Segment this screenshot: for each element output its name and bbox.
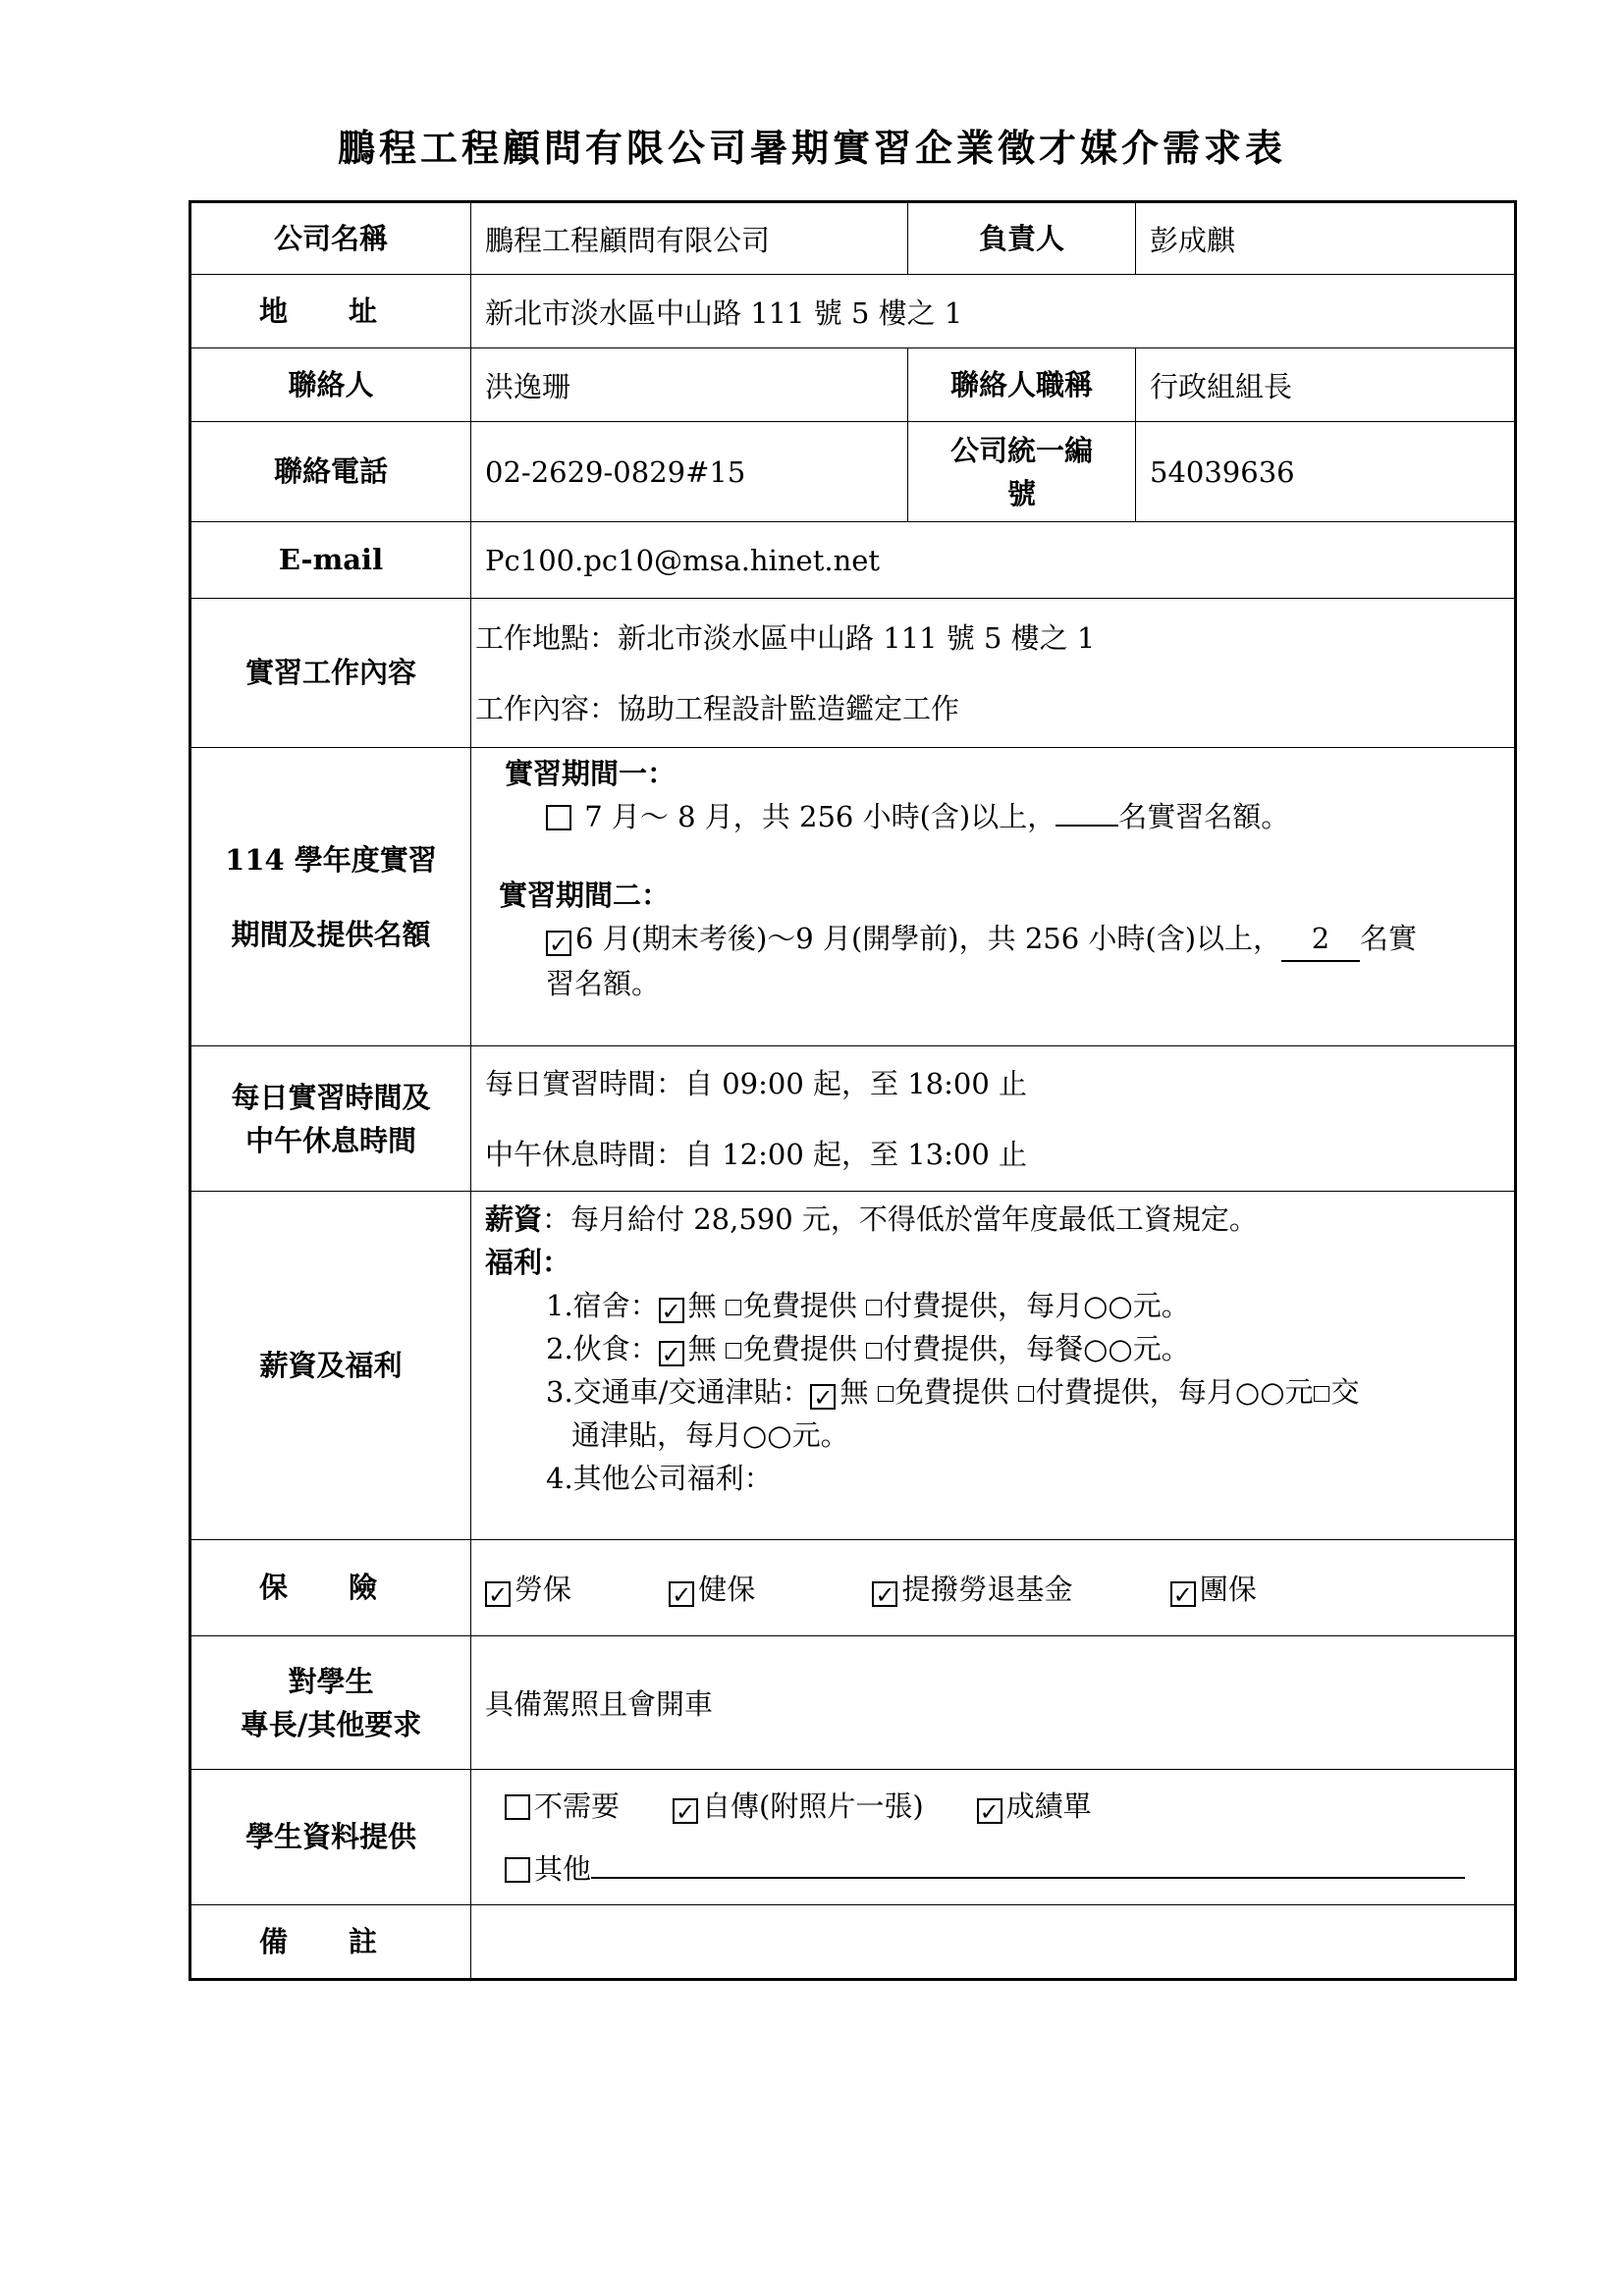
value-remarks[interactable]	[471, 1905, 1516, 1980]
row-requirements	[190, 1636, 1516, 1770]
meal-label: 2.伙食：	[546, 1332, 659, 1365]
row-phone	[190, 422, 1516, 522]
period2-suffix: 名實	[1360, 922, 1418, 955]
row-hours	[190, 1046, 1516, 1192]
benefit-transport	[485, 1370, 1500, 1414]
value-owner: 彭成麒	[1136, 202, 1516, 275]
insurance-labor-checkbox[interactable]: ✓	[485, 1581, 511, 1607]
label-requirements-line1: 對學生	[288, 1664, 374, 1698]
transport-allowance-checkbox[interactable]	[1314, 1386, 1329, 1402]
row-insurance	[190, 1540, 1516, 1636]
label-tax-id	[908, 422, 1136, 522]
row-address	[190, 275, 1516, 348]
row-work-content	[190, 599, 1516, 748]
value-contact-title: 行政組組長	[1136, 348, 1516, 422]
label-work-content: 實習工作內容	[190, 599, 471, 748]
work-hours: 每日實習時間：自 09:00 起，至 18:00 止	[485, 1066, 1028, 1100]
label-remarks: 備 註	[190, 1905, 471, 1980]
work-description: 工作內容：協助工程設計監造鑑定工作	[475, 691, 960, 725]
insurance-group	[1170, 1573, 1257, 1609]
lunch-hours: 中午休息時間：自 12:00 起，至 13:00 止	[485, 1137, 1028, 1171]
benefit-label: 福利：	[485, 1246, 571, 1279]
form-title: 鵬程工程顧問有限公司暑期實習企業徵才媒介需求表	[337, 126, 1286, 170]
meal-paid-label: 付費提供，每餐○○元。	[884, 1332, 1190, 1365]
label-owner: 負責人	[908, 202, 1136, 275]
dorm-paid-checkbox[interactable]	[866, 1300, 882, 1315]
insurance-group-label: 團保	[1199, 1573, 1257, 1606]
dorm-none-checkbox[interactable]: ✓	[659, 1298, 684, 1323]
label-tax-id-line1: 公司統一編	[949, 433, 1093, 467]
insurance-pension	[872, 1573, 1073, 1609]
label-insurance: 保 險	[190, 1540, 471, 1636]
label-hours-line1: 每日實習時間及	[231, 1080, 431, 1114]
documents-other	[485, 1838, 1500, 1900]
meal-free-checkbox[interactable]	[726, 1343, 741, 1359]
value-address: 新北市淡水區中山路 111 號 5 樓之 1	[471, 275, 1516, 348]
label-period	[190, 748, 471, 1046]
salary-line	[485, 1198, 1500, 1241]
row-period	[190, 748, 1516, 1046]
dorm-label: 1.宿舍：	[546, 1289, 659, 1322]
insurance-pension-label: 提撥勞退基金	[901, 1573, 1073, 1606]
benefit-other: 4.其他公司福利：	[546, 1462, 773, 1495]
work-location: 工作地點：新北市淡水區中山路 111 號 5 樓之 1	[475, 620, 1096, 655]
label-salary: 薪資及福利	[190, 1192, 471, 1540]
period1-text: 7 月～ 8 月，共 256 小時(含)以上，	[575, 800, 1056, 833]
row-company	[190, 202, 1516, 275]
doc-none-checkbox[interactable]	[505, 1794, 530, 1820]
meal-none-checkbox[interactable]: ✓	[659, 1341, 684, 1366]
insurance-labor-label: 勞保	[514, 1573, 572, 1606]
period2-option	[485, 917, 1500, 962]
label-contact: 聯絡人	[190, 348, 471, 422]
label-documents: 學生資料提供	[190, 1770, 471, 1905]
transport-label: 3.交通車/交通津貼：	[546, 1375, 811, 1409]
dorm-none-label: 無	[687, 1289, 726, 1322]
doc-other-checkbox[interactable]	[505, 1857, 530, 1883]
period1-option	[485, 795, 1500, 838]
salary-text: ：每月給付 28,590 元，不得低於當年度最低工資規定。	[542, 1202, 1258, 1236]
transport-allowance-label: 交	[1330, 1375, 1360, 1409]
period1-quota	[1056, 825, 1118, 827]
insurance-health-label: 健保	[698, 1573, 756, 1606]
insurance-health-checkbox[interactable]: ✓	[669, 1581, 694, 1607]
documents-options	[485, 1775, 1500, 1838]
value-phone: 02-2629-0829#15	[471, 422, 908, 522]
label-period-line1: 114 學年度實習	[225, 842, 437, 877]
period2-quota: 2	[1281, 917, 1360, 962]
label-requirements-line2: 專長/其他要求	[240, 1707, 422, 1741]
doc-other-input[interactable]	[591, 1877, 1465, 1879]
value-contact: 洪逸珊	[471, 348, 908, 422]
insurance-labor	[485, 1573, 572, 1609]
period1-suffix: 名實習名額。	[1118, 800, 1290, 833]
transport-free-label: 免費提供	[894, 1375, 1018, 1409]
transport-free-checkbox[interactable]	[878, 1386, 893, 1402]
benefit-dorm	[485, 1284, 1500, 1327]
value-company-name: 鵬程工程顧問有限公司	[471, 202, 908, 275]
doc-transcript-checkbox[interactable]: ✓	[977, 1798, 1002, 1824]
label-period-line2: 期間及提供名額	[231, 917, 431, 951]
value-requirements: 具備駕照且會開車	[471, 1636, 1516, 1770]
insurance-pension-checkbox[interactable]: ✓	[872, 1581, 897, 1607]
doc-other-label: 其他	[534, 1851, 592, 1886]
period2-text: 6 月(期末考後)～9 月(開學前)，共 256 小時(含)以上，	[575, 922, 1282, 955]
transport-paid-checkbox[interactable]	[1018, 1386, 1034, 1402]
row-email	[190, 522, 1516, 599]
benefit-transport-continue: 通津貼，每月○○元。	[571, 1418, 849, 1452]
meal-paid-checkbox[interactable]	[866, 1343, 882, 1359]
label-hours-line2: 中午休息時間	[244, 1123, 416, 1157]
row-remarks	[190, 1905, 1516, 1980]
doc-autobiography-label: 自傳(附照片一張)	[702, 1789, 924, 1823]
period2-checkbox[interactable]: ✓	[546, 931, 571, 956]
label-hours	[190, 1046, 471, 1192]
label-email: E-mail	[190, 522, 471, 599]
label-phone: 聯絡電話	[190, 422, 471, 522]
transport-none-checkbox[interactable]: ✓	[810, 1384, 836, 1410]
period2-continue: 習名額。	[546, 967, 661, 1000]
row-documents	[190, 1770, 1516, 1905]
meal-free-label: 免費提供	[742, 1332, 867, 1365]
transport-none-label: 無	[839, 1375, 878, 1409]
doc-autobiography-checkbox[interactable]: ✓	[673, 1798, 698, 1824]
dorm-free-label: 免費提供	[742, 1289, 867, 1322]
period1-title: 實習期間一：	[505, 757, 677, 790]
period1-checkbox[interactable]	[546, 805, 571, 830]
dorm-free-checkbox[interactable]	[726, 1300, 741, 1315]
meal-none-label: 無	[687, 1332, 726, 1365]
dorm-paid-label: 付費提供，每月○○元。	[884, 1289, 1190, 1322]
insurance-group-checkbox[interactable]: ✓	[1170, 1581, 1196, 1607]
label-address: 地 址	[190, 275, 471, 348]
transport-paid-label: 付費提供，每月○○元	[1035, 1375, 1314, 1409]
value-email: Pc100.pc10@msa.hinet.net	[471, 522, 1516, 599]
row-contact	[190, 348, 1516, 422]
doc-none-label: 不需要	[534, 1789, 621, 1823]
label-company-name: 公司名稱	[190, 202, 471, 275]
requirement-form-table	[189, 200, 1517, 1981]
doc-transcript-label: 成績單	[1005, 1789, 1092, 1823]
salary-label: 薪資	[485, 1202, 543, 1236]
period2-title: 實習期間二：	[499, 879, 671, 912]
row-salary	[190, 1192, 1516, 1540]
benefit-meal	[485, 1327, 1500, 1370]
value-tax-id: 54039636	[1136, 422, 1516, 522]
label-requirements	[190, 1636, 471, 1770]
label-tax-id-line2: 號	[1006, 476, 1036, 510]
insurance-health	[669, 1573, 756, 1609]
label-contact-title: 聯絡人職稱	[908, 348, 1136, 422]
